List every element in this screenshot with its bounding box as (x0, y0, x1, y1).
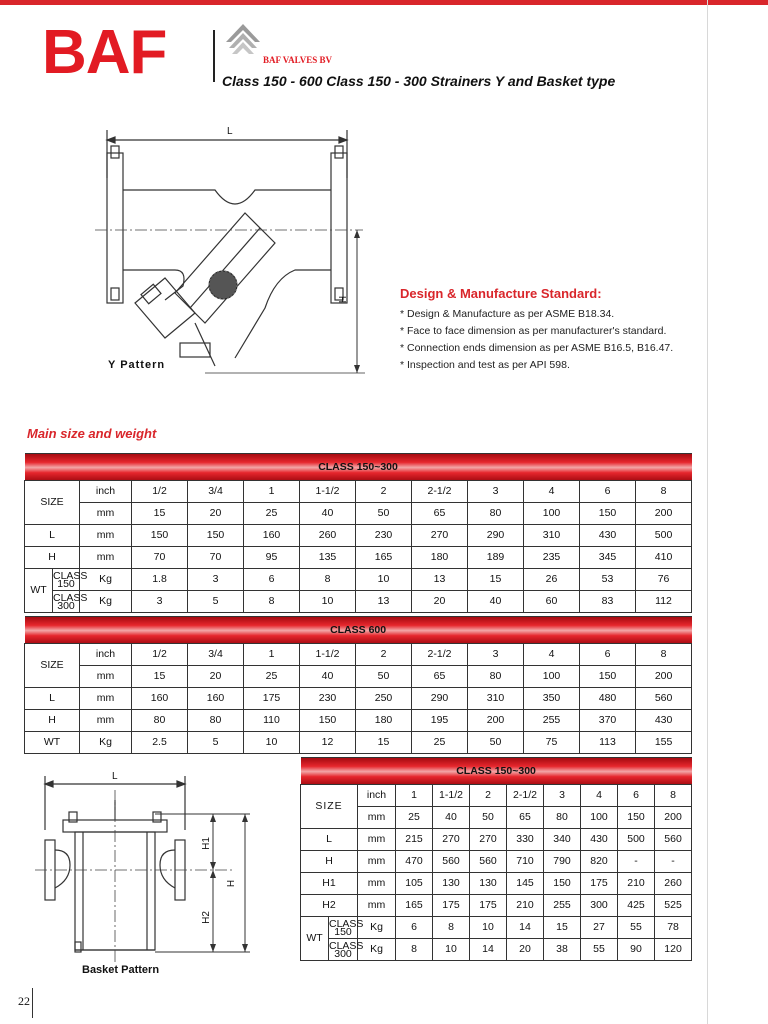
table-cell: 500 (618, 829, 655, 851)
table-cell: 165 (396, 895, 433, 917)
table-cell: 560 (433, 851, 470, 873)
row-label: L (301, 829, 358, 851)
table-cell: 8 (300, 569, 356, 591)
table-cell: 160 (244, 525, 300, 547)
table-cell: 2 (356, 481, 412, 503)
table-cell: 2 (470, 785, 507, 807)
table-cell: 76 (636, 569, 692, 591)
standard-item: * Design & Manufacture as per ASME B18.34. (400, 308, 615, 320)
table-cell: 38 (544, 939, 581, 961)
table-cell: 135 (300, 547, 356, 569)
table-cell: 230 (300, 688, 356, 710)
row-label: WT (301, 917, 329, 961)
unit-label: mm (80, 547, 132, 569)
table-cell: 150 (544, 873, 581, 895)
size-label: SIZE (25, 644, 80, 688)
table-cell: 10 (470, 917, 507, 939)
main-size-title: Main size and weight (27, 426, 157, 441)
y-pattern-drawing (95, 118, 370, 380)
table-cell: 430 (636, 710, 692, 732)
unit-label: mm (80, 525, 132, 547)
table-cell: 83 (580, 591, 636, 613)
table-cell: 270 (412, 525, 468, 547)
table-cell: 130 (433, 873, 470, 895)
table-cell: 80 (468, 666, 524, 688)
class-label: CLASS 300 (53, 591, 88, 612)
table-cell: 80 (544, 807, 581, 829)
table-cell: 55 (581, 939, 618, 961)
table-cell: 330 (507, 829, 544, 851)
table-cell: 20 (188, 666, 244, 688)
table-cell: 425 (618, 895, 655, 917)
table-cell: 3 (188, 569, 244, 591)
unit-label: Kg (80, 732, 132, 754)
table-cell: 13 (356, 591, 412, 613)
table-cell: 150 (188, 525, 244, 547)
table-cell: 255 (544, 895, 581, 917)
table-cell: 200 (636, 666, 692, 688)
row-label: WT (25, 569, 53, 613)
class-band: CLASS 150~300 (25, 454, 692, 481)
unit-label: Kg (80, 591, 132, 613)
table-cell: 50 (468, 732, 524, 754)
basket-dim-h1-label: H1 (200, 837, 212, 850)
table-cell: 14 (470, 939, 507, 961)
unit-label: mm (358, 829, 396, 851)
unit-label: mm (358, 873, 396, 895)
table-cell: 75 (524, 732, 580, 754)
table-cell: 2-1/2 (507, 785, 544, 807)
row-label: H (25, 547, 80, 569)
class-band: CLASS 600 (25, 617, 692, 644)
table-cell: 345 (580, 547, 636, 569)
table-cell: 3 (468, 644, 524, 666)
table-cell: 260 (655, 873, 692, 895)
table-cell: 480 (580, 688, 636, 710)
table-cell: 60 (524, 591, 580, 613)
class150-300-y-table (24, 453, 692, 613)
row-label: H2 (301, 895, 358, 917)
table-cell: 430 (581, 829, 618, 851)
table-cell: 350 (524, 688, 580, 710)
unit-label: Kg (358, 917, 396, 939)
table-cell: 1-1/2 (433, 785, 470, 807)
table-cell: 26 (524, 569, 580, 591)
table-cell: 3 (544, 785, 581, 807)
y-dim-h-label: H (338, 295, 350, 304)
table-cell: 255 (524, 710, 580, 732)
table-cell: 1 (396, 785, 433, 807)
table-cell: 6 (244, 569, 300, 591)
table-cell: 50 (356, 503, 412, 525)
table-cell: 820 (581, 851, 618, 873)
table-cell: 50 (356, 666, 412, 688)
class-label: CLASS 150 (53, 569, 88, 590)
unit-label: mm (358, 851, 396, 873)
class150-300-basket-table (300, 757, 692, 961)
table-cell: 120 (655, 939, 692, 961)
unit-label: mm (358, 807, 396, 829)
table-cell: 40 (468, 591, 524, 613)
unit-label: mm (80, 710, 132, 732)
table-cell: - (655, 851, 692, 873)
table-cell: 1-1/2 (300, 644, 356, 666)
table-cell: 65 (412, 503, 468, 525)
row-label: H (301, 851, 358, 873)
basket-dim-h-label: H (226, 879, 238, 888)
table-cell: 1/2 (132, 481, 188, 503)
table-cell: 15 (544, 917, 581, 939)
table-cell: 150 (300, 710, 356, 732)
page-edge (707, 0, 708, 1024)
table-cell: 25 (244, 503, 300, 525)
table-cell: 8 (244, 591, 300, 613)
table-cell: 12 (300, 732, 356, 754)
table-cell: 200 (468, 710, 524, 732)
table-cell: 210 (618, 873, 655, 895)
row-label: H1 (301, 873, 358, 895)
table-cell: 55 (618, 917, 655, 939)
table-cell: 560 (655, 829, 692, 851)
basket-pattern-caption: Basket Pattern (82, 964, 160, 976)
baf-logo: BAF (42, 18, 167, 87)
table-cell: 180 (412, 547, 468, 569)
table-cell: 13 (412, 569, 468, 591)
basket-dim-l-label: L (112, 771, 118, 782)
table-cell: 27 (581, 917, 618, 939)
unit-label: inch (80, 644, 132, 666)
table-cell: 3/4 (188, 481, 244, 503)
table-cell: 4 (524, 644, 580, 666)
table-cell: 470 (396, 851, 433, 873)
row-label: L (25, 688, 80, 710)
class-label: CLASS 150 (329, 917, 364, 938)
table-cell: 3 (468, 481, 524, 503)
table-cell: 65 (412, 666, 468, 688)
table-cell: 560 (470, 851, 507, 873)
table-cell: 6 (580, 644, 636, 666)
table-cell: 90 (618, 939, 655, 961)
table-cell: 3/4 (188, 644, 244, 666)
table-cell: 230 (356, 525, 412, 547)
table-cell: 180 (356, 710, 412, 732)
table-cell: 160 (188, 688, 244, 710)
table-cell: 80 (468, 503, 524, 525)
table-cell: 20 (507, 939, 544, 961)
table-cell: 270 (433, 829, 470, 851)
page-number: 22 (18, 994, 30, 1008)
table-cell: 189 (468, 547, 524, 569)
table-cell: 113 (580, 732, 636, 754)
table-cell: 8 (636, 644, 692, 666)
table-cell: 53 (580, 569, 636, 591)
table-cell: 1 (244, 481, 300, 503)
table-cell: 5 (188, 732, 244, 754)
brand-name: BAF VALVES BV (263, 55, 333, 65)
table-cell: 340 (544, 829, 581, 851)
table-cell: 160 (132, 688, 188, 710)
table-cell: 260 (300, 525, 356, 547)
table-cell: 100 (581, 807, 618, 829)
unit-label: inch (80, 481, 132, 503)
table-cell: 80 (132, 710, 188, 732)
table-cell: 110 (244, 710, 300, 732)
y-pattern-caption: Y Pattern (108, 359, 166, 371)
table-cell: 15 (356, 732, 412, 754)
table-cell: 150 (132, 525, 188, 547)
table-cell: 10 (244, 732, 300, 754)
table-cell: 8 (636, 481, 692, 503)
table-cell: 200 (655, 807, 692, 829)
table-cell: 6 (580, 481, 636, 503)
row-label: WT (25, 732, 80, 754)
row-label: H (25, 710, 80, 732)
table-cell: 560 (636, 688, 692, 710)
table-cell: 65 (507, 807, 544, 829)
table-cell: 1-1/2 (300, 481, 356, 503)
table-cell: 430 (580, 525, 636, 547)
table-cell: 410 (636, 547, 692, 569)
basket-pattern-drawing (35, 770, 260, 962)
table-cell: 710 (507, 851, 544, 873)
table-cell: 4 (581, 785, 618, 807)
table-cell: 290 (412, 688, 468, 710)
table-cell: 150 (580, 503, 636, 525)
table-cell: - (618, 851, 655, 873)
table-cell: 20 (188, 503, 244, 525)
table-cell: 150 (580, 666, 636, 688)
basket-dim-h2-label: H2 (200, 911, 212, 924)
table-cell: 25 (244, 666, 300, 688)
table-cell: 40 (300, 666, 356, 688)
table-cell: 2-1/2 (412, 481, 468, 503)
table-cell: 2 (356, 644, 412, 666)
page-number-divider (32, 988, 33, 1018)
table-cell: 80 (188, 710, 244, 732)
class600-y-table (24, 616, 692, 754)
table-cell: 210 (507, 895, 544, 917)
table-cell: 525 (655, 895, 692, 917)
table-cell: 5 (188, 591, 244, 613)
table-cell: 10 (356, 569, 412, 591)
table-cell: 112 (636, 591, 692, 613)
table-cell: 10 (433, 939, 470, 961)
table-cell: 2.5 (132, 732, 188, 754)
table-cell: 790 (544, 851, 581, 873)
table-cell: 155 (636, 732, 692, 754)
table-cell: 175 (244, 688, 300, 710)
table-cell: 145 (507, 873, 544, 895)
table-cell: 40 (300, 503, 356, 525)
table-cell: 70 (132, 547, 188, 569)
table-cell: 150 (618, 807, 655, 829)
table-cell: 105 (396, 873, 433, 895)
table-cell: 200 (636, 503, 692, 525)
table-cell: 215 (396, 829, 433, 851)
table-cell: 15 (468, 569, 524, 591)
table-cell: 2-1/2 (412, 644, 468, 666)
table-cell: 250 (356, 688, 412, 710)
unit-label: mm (80, 666, 132, 688)
table-cell: 25 (412, 732, 468, 754)
table-cell: 8 (433, 917, 470, 939)
table-cell: 100 (524, 503, 580, 525)
table-cell: 500 (636, 525, 692, 547)
class-band: CLASS 150~300 (301, 758, 692, 785)
table-cell: 14 (507, 917, 544, 939)
unit-label: inch (358, 785, 396, 807)
table-cell: 15 (132, 666, 188, 688)
table-cell: 370 (580, 710, 636, 732)
page-title: Class 150 - 600 Class 150 - 300 Strainers Y and Basket type (222, 73, 616, 89)
table-cell: 40 (433, 807, 470, 829)
top-accent-bar (0, 0, 768, 5)
size-label: SIZE (301, 785, 358, 829)
unit-label: mm (358, 895, 396, 917)
table-cell: 175 (581, 873, 618, 895)
table-cell: 20 (412, 591, 468, 613)
logo-divider (213, 30, 215, 82)
table-cell: 195 (412, 710, 468, 732)
table-cell: 15 (132, 503, 188, 525)
table-cell: 130 (470, 873, 507, 895)
table-cell: 50 (470, 807, 507, 829)
table-cell: 290 (468, 525, 524, 547)
row-label: L (25, 525, 80, 547)
unit-label: Kg (80, 569, 132, 591)
table-cell: 95 (244, 547, 300, 569)
table-cell: 100 (524, 666, 580, 688)
table-cell: 1/2 (132, 644, 188, 666)
table-cell: 3 (132, 591, 188, 613)
size-label: SIZE (25, 481, 80, 525)
table-cell: 6 (396, 917, 433, 939)
table-cell: 8 (655, 785, 692, 807)
design-standard (400, 286, 700, 374)
table-cell: 8 (396, 939, 433, 961)
table-cell: 310 (468, 688, 524, 710)
standard-item: * Inspection and test as per API 598. (400, 359, 570, 371)
table-cell: 235 (524, 547, 580, 569)
table-cell: 78 (655, 917, 692, 939)
table-cell: 25 (396, 807, 433, 829)
standard-item: * Face to face dimension as per manufacturer's standard. (400, 325, 667, 337)
table-cell: 270 (470, 829, 507, 851)
unit-label: mm (80, 503, 132, 525)
table-cell: 165 (356, 547, 412, 569)
table-cell: 6 (618, 785, 655, 807)
table-cell: 1 (244, 644, 300, 666)
design-standard-title: Design & Manufacture Standard: (400, 286, 602, 301)
table-cell: 1.8 (132, 569, 188, 591)
unit-label: mm (80, 688, 132, 710)
standard-item: * Connection ends dimension as per ASME B16.5, B16.47. (400, 342, 674, 354)
table-cell: 70 (188, 547, 244, 569)
class-label: CLASS 300 (329, 939, 364, 960)
table-cell: 4 (524, 481, 580, 503)
table-cell: 10 (300, 591, 356, 613)
table-cell: 175 (470, 895, 507, 917)
unit-label: Kg (358, 939, 396, 961)
table-cell: 310 (524, 525, 580, 547)
table-cell: 300 (581, 895, 618, 917)
table-cell: 175 (433, 895, 470, 917)
y-dim-l-label: L (227, 126, 233, 137)
brand-chevron-icon (224, 22, 262, 58)
